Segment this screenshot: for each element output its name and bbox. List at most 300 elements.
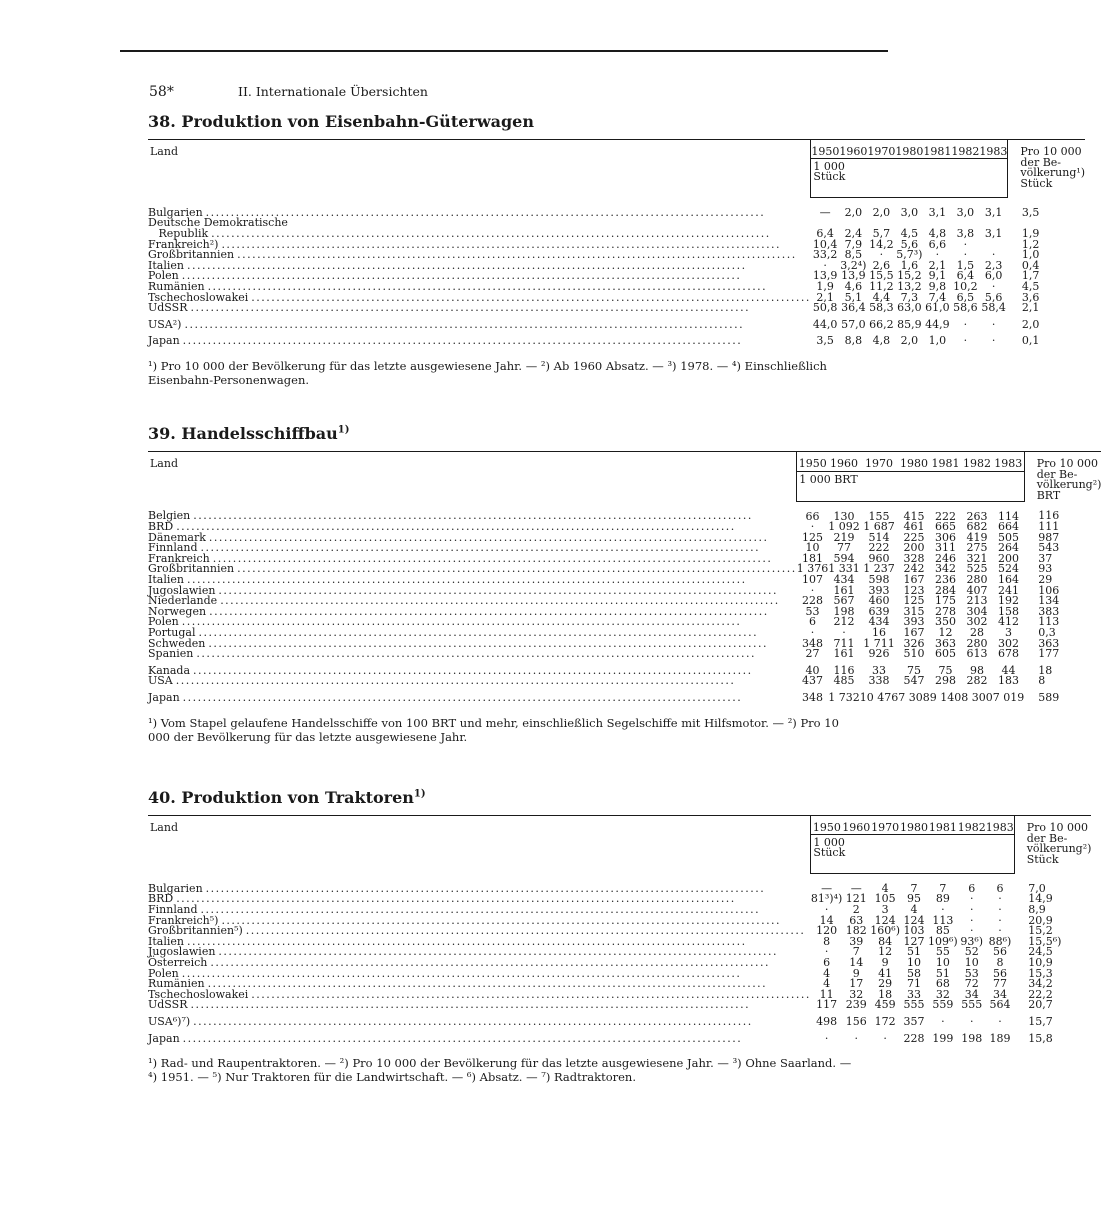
value-cell: 53 (805, 604, 820, 618)
value-cell: 68 (935, 977, 950, 991)
header-spacer (811, 183, 1008, 198)
value-cell: 182 (845, 924, 867, 938)
per-capita-cell: 18 (1038, 663, 1053, 677)
value-cell: 75 (938, 663, 953, 677)
value-cell: 357 (903, 1014, 925, 1028)
value-cell: 61,0 (925, 301, 950, 315)
value-cell: 514 (868, 530, 890, 544)
per-capita-cell: 8,9 (1028, 902, 1046, 916)
year-header: 1982 (958, 816, 986, 835)
country-name: Frankreich (148, 551, 210, 565)
country-name: Finnland (148, 902, 198, 916)
value-cell: 175 (934, 594, 956, 608)
value-cell: 181 (801, 551, 823, 565)
value-cell: 183 (997, 674, 1019, 688)
per-capita-cell: 113 (1038, 615, 1060, 629)
per-capita-header-line: Stück (1020, 176, 1053, 190)
value-cell: 130 (833, 509, 855, 523)
per-capita-cell: 1,2 (1021, 237, 1040, 251)
year-header: 1980 (898, 452, 930, 472)
value-cell: 302 (966, 615, 988, 629)
per-capita-cell: 7,0 (1028, 881, 1046, 895)
country-name: Großbritannien (148, 562, 235, 576)
value-cell: 10,4 (812, 237, 838, 251)
year-header: 1983 (979, 140, 1008, 159)
value-cell: 461 (903, 520, 925, 534)
value-cell: 682 (966, 520, 988, 534)
per-capita-cell: 29 (1038, 573, 1053, 587)
land-header: Land (148, 816, 811, 874)
table-row (148, 676, 1101, 687)
country-name: Dänemark (148, 530, 206, 544)
per-capita-cell: 20,7 (1028, 998, 1053, 1012)
value-cell: 3 (881, 902, 889, 916)
value-cell: 415 (903, 509, 925, 523)
value-cell: 4 (823, 966, 831, 980)
year-header: 1960 (828, 452, 860, 472)
table-title-footnote-mark: 1) (337, 424, 350, 436)
land-header: Land (148, 452, 797, 502)
value-cell: · (969, 913, 974, 927)
dot-leader (183, 693, 797, 704)
value-cell: 5,6 (900, 237, 919, 251)
value-cell: 1,6 (900, 258, 919, 272)
value-cell: · (998, 1014, 1002, 1028)
value-cell: 32 (849, 987, 864, 1001)
country-name: Jugoslawien (148, 583, 216, 597)
value-cell: · (991, 317, 996, 331)
value-cell: 11,2 (869, 279, 894, 293)
value-cell: 510 (903, 647, 925, 661)
value-cell: 2,1 (816, 290, 834, 304)
value-cell: 3,8 (956, 226, 975, 240)
unit-label: 1 000 BRT (797, 471, 860, 486)
table-title-text: 40. Produktion von Traktoren (148, 788, 414, 807)
country-name: Österreich (148, 955, 208, 969)
dot-leader (190, 1000, 810, 1011)
per-capita-cell: 111 (1038, 520, 1060, 534)
per-capita-cell: 34,2 (1028, 977, 1053, 991)
country-name: Rumänien (148, 279, 205, 293)
value-cell: 85,9 (897, 317, 922, 331)
value-cell: 164 (997, 573, 1019, 587)
value-cell: 302 (997, 636, 1019, 650)
value-cell: 71 (907, 977, 921, 991)
table-row (148, 314, 1085, 331)
value-cell: — (821, 881, 833, 895)
dot-leader (184, 320, 810, 331)
value-cell: 1 092 (828, 520, 860, 534)
value-cell: · (963, 248, 968, 262)
per-capita-cell: 3,5 (1021, 205, 1040, 219)
value-cell: 200 (903, 541, 925, 555)
value-cell: 10 (805, 541, 820, 555)
header-spacer (811, 859, 1014, 874)
dot-leader (193, 1017, 811, 1028)
year-header: 1982 (951, 140, 979, 159)
value-cell: 50,8 (812, 301, 838, 315)
country-cell (148, 1011, 811, 1028)
value-cell: · (991, 279, 996, 293)
value-cell: 75 (906, 663, 921, 677)
value-cell: 10 (964, 955, 979, 969)
value-cell: 107 (801, 573, 823, 587)
value-cell: 282 (966, 674, 988, 688)
value-cell: 10 (935, 955, 950, 969)
value-cell: 113 (932, 913, 954, 927)
value-cell: 123 (903, 583, 925, 597)
value-cell: 8 300 (961, 691, 993, 704)
year-header: 1970 (867, 140, 895, 159)
value-cell: 198 (961, 1031, 983, 1045)
per-capita-cell: 543 (1038, 541, 1060, 555)
value-cell: 213 (966, 594, 988, 608)
value-cell: 198 (833, 604, 855, 618)
value-cell: · (963, 317, 968, 331)
country-name: Tschechoslowakei (148, 987, 249, 1001)
per-capita-cell: 24,5 (1028, 945, 1053, 959)
value-cell: 598 (868, 573, 890, 587)
value-cell: · (883, 1031, 887, 1045)
value-cell: 13,9 (812, 269, 838, 283)
per-capita-header (1014, 816, 1091, 874)
per-capita-header-line: Pro 10 000 (1020, 145, 1082, 158)
value-cell: 44,0 (812, 317, 838, 331)
country-name: Italien (148, 934, 184, 948)
value-cell: 8,5 (844, 248, 863, 262)
value-cell: 39 (849, 934, 864, 948)
value-cell: 460 (868, 594, 890, 608)
value-cell: · (991, 334, 996, 348)
value-cell: 7 019 (992, 691, 1025, 704)
value-cell: 12 (878, 945, 893, 959)
country-name: Deutsche Demokratische (148, 216, 288, 230)
value-cell: 4,4 (872, 290, 891, 304)
per-capita-header (1024, 452, 1101, 502)
value-cell: — (819, 205, 831, 219)
value-cell: 1,5 (956, 258, 975, 272)
per-capita-cell: 0,4 (1021, 258, 1040, 272)
value-cell: 5,1 (844, 290, 863, 304)
year-header: 1981 (930, 452, 962, 472)
value-cell: 559 (932, 998, 954, 1012)
value-cell: 225 (903, 530, 925, 544)
table-row (148, 303, 1085, 314)
country-name: BRD (148, 520, 174, 534)
country-name: Bulgarien (148, 881, 203, 895)
value-cell: 264 (997, 541, 1019, 555)
value-cell: 55 (935, 945, 950, 959)
value-cell: 3,1 (928, 205, 947, 219)
per-capita-header-line: Stück (1026, 852, 1059, 866)
per-capita-cell: 177 (1038, 647, 1060, 661)
value-cell: · (969, 1014, 974, 1028)
country-cell (148, 1000, 811, 1011)
value-cell: 34 (992, 987, 1007, 1001)
year-header: 1970 (860, 452, 899, 472)
value-cell: 32 (935, 987, 950, 1001)
value-cell: 12 (938, 626, 953, 640)
value-cell: 664 (997, 520, 1019, 534)
value-cell: 348 (801, 691, 823, 704)
value-cell: 228 (801, 594, 823, 608)
country-cell (148, 676, 797, 687)
value-cell: 278 (934, 604, 956, 618)
value-cell: 44 (1001, 663, 1016, 677)
value-cell: 103 (903, 924, 925, 938)
table-row (148, 649, 1101, 660)
country-name: Jugoslawien (148, 945, 216, 959)
value-cell: 9 (852, 966, 860, 980)
value-cell: 222 (868, 541, 890, 555)
country-name: Japan (148, 334, 180, 348)
country-name: Rumänien (148, 977, 205, 991)
value-cell: 95 (907, 892, 921, 906)
per-capita-cell: 3,6 (1021, 290, 1040, 304)
per-capita-cell: 2,0 (1021, 317, 1040, 331)
value-cell: 311 (934, 541, 956, 555)
value-cell: 116 (833, 663, 855, 677)
per-capita-header-line: völkerung¹) (1020, 166, 1086, 179)
country-name: Polen (148, 269, 179, 283)
table-title (148, 112, 852, 131)
section-merchant-shipbuilding (148, 424, 1101, 744)
country-cell (148, 303, 811, 314)
value-cell: · (879, 248, 884, 262)
value-cell: 155 (868, 509, 890, 523)
value-cell: 342 (934, 562, 956, 576)
value-cell: 1 376 (796, 562, 829, 576)
country-cell (148, 501, 797, 522)
value-cell: 350 (934, 615, 956, 629)
value-cell: 41 (878, 966, 893, 980)
per-capita-header-line: BRT (1036, 488, 1061, 502)
value-cell: 241 (997, 583, 1019, 597)
value-cell: 9,8 (928, 279, 947, 293)
value-cell: 33 (871, 663, 886, 677)
value-cell: 1,0 (928, 334, 947, 348)
per-capita-cell: 4,5 (1021, 279, 1040, 293)
value-cell: 81³)⁴) (810, 892, 843, 906)
top-rule (120, 50, 888, 52)
page-number: 58* (149, 84, 174, 100)
value-cell: 547 (903, 674, 925, 688)
value-cell: 321 (966, 551, 988, 565)
value-cell: 304 (966, 604, 988, 618)
value-cell: 711 (833, 636, 855, 650)
footnote: ¹) Vom Stapel gelaufene Handelsschiffe von 100 BRT und mehr, einschließlich Segelschiffe mit Hilfsmotor. — ²) Pro 10 000 der Bevölkerung für das letzte ausgewiesene Jahr. (148, 715, 839, 744)
header-spacer (797, 487, 1025, 502)
year-header: 1980 (900, 816, 928, 835)
country-name: Japan (148, 1031, 180, 1045)
value-cell: 326 (903, 636, 925, 650)
value-cell: 306 (934, 530, 956, 544)
value-cell: · (969, 892, 974, 906)
value-cell: · (842, 626, 846, 640)
dot-leader (196, 649, 796, 660)
value-cell: 1 331 (828, 562, 860, 576)
value-cell: 212 (833, 615, 855, 629)
value-cell: 53 (964, 966, 979, 980)
value-cell: 51 (907, 945, 921, 959)
per-capita-cell: 1,7 (1021, 269, 1040, 283)
per-capita-cell: 106 (1038, 583, 1060, 597)
value-cell: 4,6 (844, 279, 863, 293)
value-cell: 44,9 (925, 317, 950, 331)
value-cell: 393 (903, 615, 925, 629)
value-cell: 66,2 (869, 317, 894, 331)
country-name: Portugal (148, 626, 196, 640)
year-header: 1983 (986, 816, 1015, 835)
value-cell: 88⁶) (988, 934, 1012, 948)
value-cell: 34 (964, 987, 979, 1001)
value-cell: 393 (868, 583, 890, 597)
value-cell: 315 (903, 604, 925, 618)
statistics-table (148, 139, 1085, 347)
value-cell: 14 (849, 955, 864, 969)
country-cell (148, 1028, 811, 1045)
value-cell: 40 (805, 663, 820, 677)
year-header: 1981 (928, 816, 958, 835)
value-cell: 52 (964, 945, 979, 959)
section-freight-wagons (148, 112, 1086, 387)
value-cell: 200 (997, 551, 1019, 565)
dot-leader (183, 1034, 811, 1045)
value-cell: 280 (966, 573, 988, 587)
value-cell: 199 (932, 1031, 954, 1045)
country-cell (148, 687, 797, 704)
per-capita-header (1008, 140, 1085, 198)
value-cell: · (969, 924, 974, 938)
value-cell: 77 (836, 541, 851, 555)
value-cell: 33,2 (812, 248, 838, 262)
country-name: Niederlande (148, 594, 218, 608)
year-header: 1980 (895, 140, 923, 159)
year-header: 1970 (870, 816, 900, 835)
per-capita-header-line: der Be- (1026, 831, 1068, 845)
value-cell: 2,0 (872, 205, 891, 219)
value-cell: 58,3 (869, 301, 894, 315)
per-capita-cell: 116 (1038, 509, 1060, 523)
year-header: 1982 (961, 452, 993, 472)
value-cell: 219 (833, 530, 855, 544)
country-name: Großbritannien (148, 248, 235, 262)
value-cell: 8 (996, 955, 1004, 969)
per-capita-header-line: Pro 10 000 (1036, 457, 1098, 470)
value-cell: 567 (833, 594, 855, 608)
value-cell: 7 308 (898, 691, 930, 704)
value-cell: 525 (966, 562, 988, 576)
country-name: USA²) (148, 317, 182, 331)
value-cell: 338 (868, 674, 890, 688)
country-name: Tschechoslowakei (148, 290, 249, 304)
value-cell: 284 (934, 583, 956, 597)
value-cell: 6,4 (956, 269, 975, 283)
per-capita-cell: 0,3 (1038, 626, 1056, 640)
value-cell: · (963, 237, 968, 251)
value-cell: 11 (819, 987, 834, 1001)
value-cell: · (998, 902, 1002, 916)
value-cell: 109⁶) (928, 934, 958, 948)
per-capita-cell: 15,8 (1028, 1031, 1053, 1045)
value-cell: 594 (833, 551, 855, 565)
value-cell: · (998, 892, 1002, 906)
value-cell: 298 (934, 674, 956, 688)
value-cell: 85 (935, 924, 950, 938)
value-cell: 93⁶) (960, 934, 984, 948)
country-name: Finnland (148, 541, 198, 555)
value-cell: 15,5 (869, 269, 894, 283)
value-cell: 72 (964, 977, 979, 991)
value-cell: 498 (816, 1014, 838, 1028)
value-cell: 6 (968, 881, 976, 895)
value-cell: 15,2 (897, 269, 922, 283)
country-name: Italien (148, 573, 184, 587)
per-capita-cell: 15,3 (1028, 966, 1053, 980)
value-cell: 3,1 (984, 205, 1003, 219)
per-capita-cell: 20,9 (1028, 913, 1053, 927)
country-cell (148, 873, 811, 894)
value-cell: 328 (903, 551, 925, 565)
value-cell: 242 (903, 562, 925, 576)
value-cell: 3,5 (816, 334, 834, 348)
country-name: Japan (148, 691, 180, 704)
unit-rule (860, 471, 1025, 486)
value-cell: 77 (992, 977, 1007, 991)
value-cell: 4 (823, 977, 831, 991)
value-cell: · (963, 334, 968, 348)
value-cell: 960 (868, 551, 890, 565)
table-title (148, 788, 852, 807)
value-cell: 4,5 (900, 226, 919, 240)
value-cell: 407 (966, 583, 988, 597)
value-cell: 236 (934, 573, 956, 587)
value-cell: 7,4 (928, 290, 947, 304)
per-capita-header-line: der Be- (1020, 155, 1062, 169)
value-cell: 8 (823, 934, 831, 948)
value-cell: 246 (934, 551, 956, 565)
value-cell: 66 (805, 509, 820, 523)
value-cell: 125 (903, 594, 925, 608)
value-cell: 1 711 (863, 636, 895, 650)
footnote: ¹) Pro 10 000 der Bevölkerung für das letzte ausgewiesene Jahr. — ²) Ab 1960 Absatz. — ³) 1978. — ⁴) Einschließlich Eisenbahn-Personenwagen. (148, 358, 827, 387)
country-cell (148, 197, 811, 218)
dot-leader (183, 336, 811, 347)
country-name: Belgien (148, 509, 191, 523)
per-capita-cell (1008, 218, 1085, 229)
value-cell: 121 (845, 892, 867, 906)
per-capita-cell: 589 (1038, 691, 1060, 704)
per-capita-cell: 22,2 (1028, 987, 1053, 1001)
value-cell: 1 687 (863, 520, 895, 534)
value-cell: 2 (852, 902, 860, 916)
value-cell: 98 (969, 663, 984, 677)
value-cell: 6,4 (816, 226, 834, 240)
value-cell: · (810, 626, 815, 640)
value-cell: 6 (808, 615, 816, 629)
value-cell: 6 (996, 881, 1004, 895)
value-cell: 437 (801, 674, 823, 688)
per-capita-cell: 93 (1038, 562, 1053, 576)
value-cell: · (824, 945, 829, 959)
table-row (148, 330, 1085, 347)
value-cell: 161 (833, 583, 855, 597)
country-cell (148, 330, 811, 347)
dot-leader (176, 676, 797, 687)
table-title-text: 39. Handelsschiffbau (148, 424, 338, 443)
value-cell: 275 (966, 541, 988, 555)
value-cell: 56 (992, 966, 1007, 980)
